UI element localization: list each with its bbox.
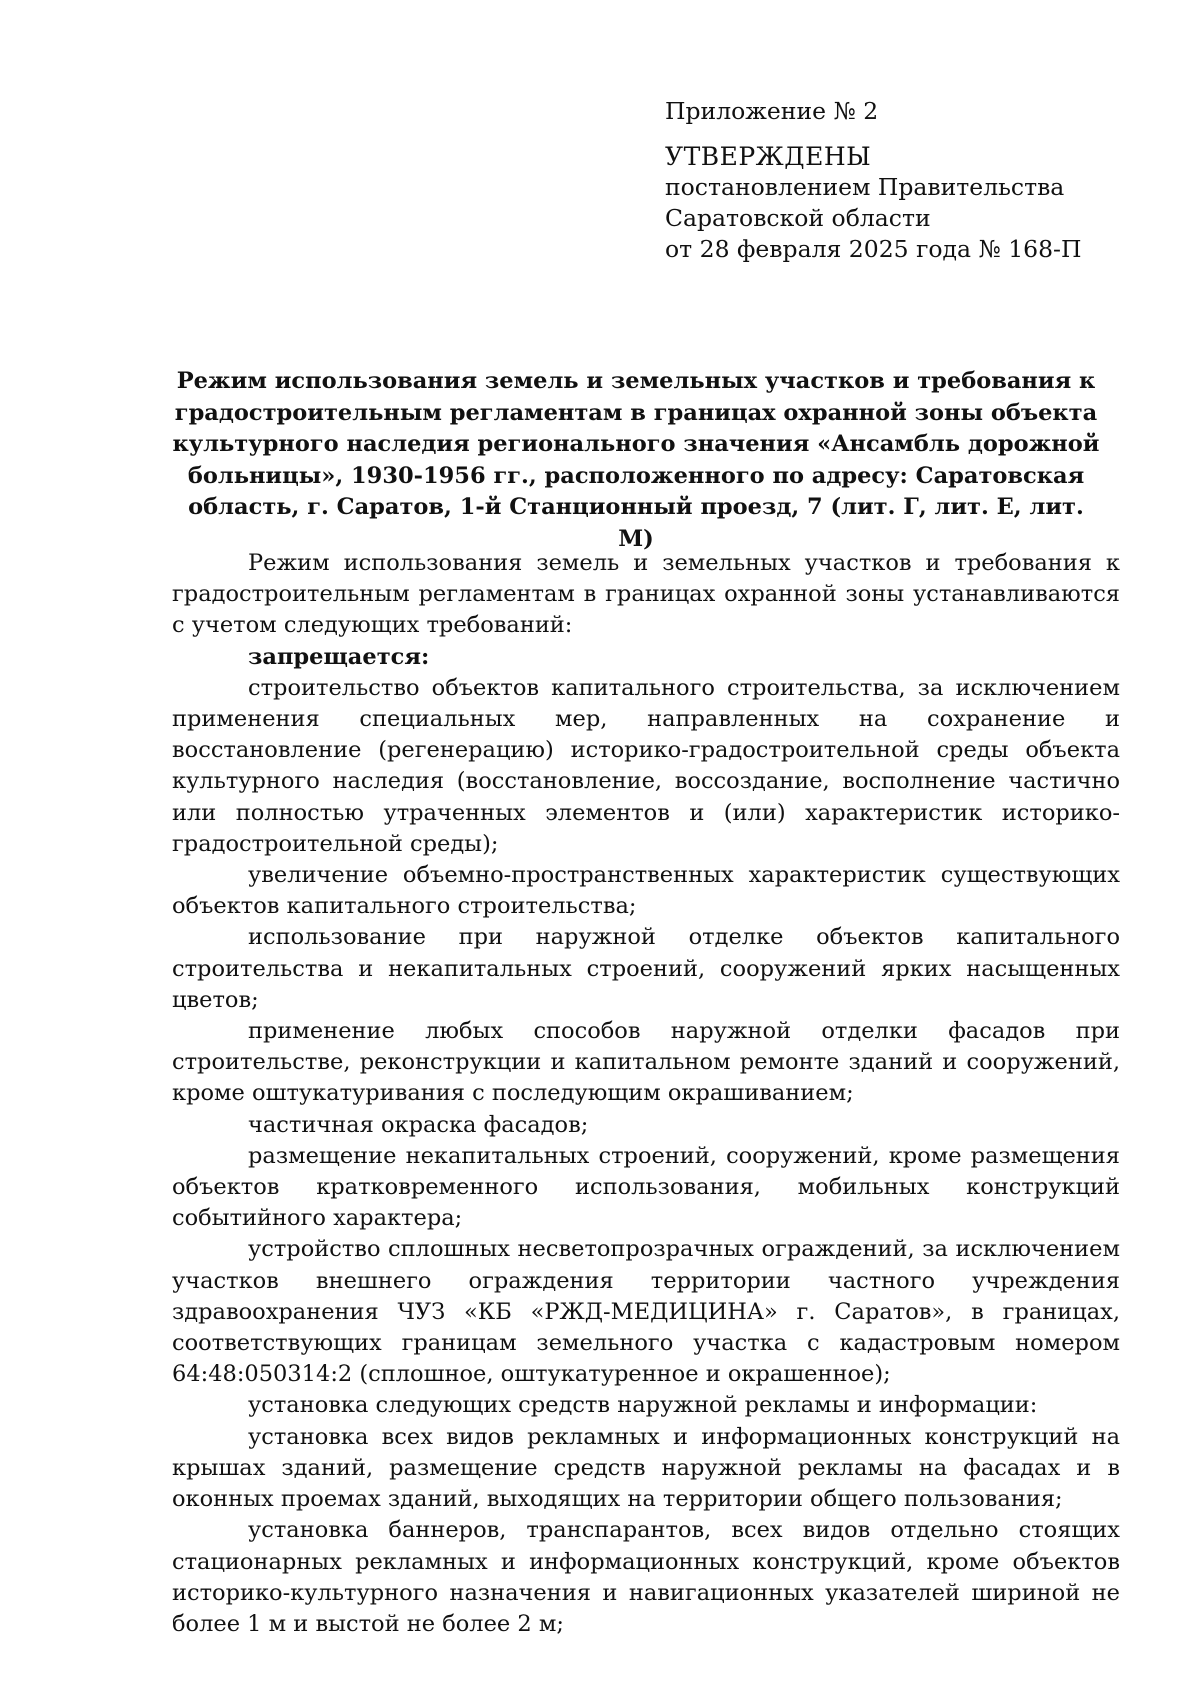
list-item: установка следующих средств наружной рекламы и информации: xyxy=(248,1392,1038,1419)
approval-line-2: Саратовской области xyxy=(665,204,931,232)
list-item: увеличение объемно-пространственных характеристик существующих объектов капитального строительства; xyxy=(172,862,1120,920)
approval-line-1: постановлением Правительства xyxy=(665,173,1065,201)
list-item: устройство сплошных несветопрозрачных ограждений, за исключением участков внешнего ограждения территории частного учреждения здравоохранения ЧУЗ «КБ «РЖД-МЕДИЦИНА» г. Саратов», в границах, соответствующих границам земельного участка с кадастровым номером 64:48:050314:2 (сплошное, оштукатуренное и окрашенное); xyxy=(172,1236,1120,1388)
list-item: размещение некапитальных строений, сооружений, кроме размещения объектов кратковременного использования, мобильных конструкций событийного характера; xyxy=(172,1142,1120,1232)
list-item: установка всех видов рекламных и информационных конструкций на крышах зданий, размещение средств наружной рекламы на фасадах и в оконных проемах зданий, выходящих на территории общего пользования; xyxy=(172,1423,1120,1513)
appendix-number: Приложение № 2 xyxy=(665,97,879,125)
list-item: частичная окраска фасадов; xyxy=(248,1111,589,1138)
document-body xyxy=(172,548,1120,1640)
document-title: Режим использования земель и земельных участков и требования к градостроительным регламентам в границах охранной зоны объекта культурного наследия регионального значения «Ансамбль дорожной больницы», 1930-1956 гг., расположенного по адресу: Саратовская область, г. Саратов, 1-й Станционный проезд, 7 (лит. Г, лит. Е, лит. М) xyxy=(172,368,1100,552)
approved-heading: УТВЕРЖДЕНЫ xyxy=(665,142,872,171)
list-item: установка баннеров, транспарантов, всех видов отдельно стоящих стационарных рекламных и информационных конструкций, кроме объектов историко-культурного назначения и навигационных указателей шириной не более 1 м и выстой не более 2 м; xyxy=(172,1517,1120,1637)
list-item: строительство объектов капитального строительства, за исключением применения специальных мер, направленных на сохранение и восстановление (регенерацию) историко-градостроительной среды объекта культурного наследия (восстановление, воссоздание, восполнение частично или полностью утраченных элементов и (или) характеристик историко-градостроительной среды); xyxy=(172,674,1120,857)
list-item: применение любых способов наружной отделки фасадов при строительстве, реконструкции и капитальном ремонте зданий и сооружений, кроме оштукатуривания с последующим окрашиванием; xyxy=(172,1018,1120,1107)
approval-block xyxy=(665,96,1165,265)
list-item: использование при наружной отделке объектов капитального строительства и некапитальных строений, сооружений ярких насыщенных цветов; xyxy=(172,924,1120,1013)
intro-paragraph: Режим использования земель и земельных участков и требования к градостроительным регламентам в границах охранной зоны устанавливаются с учетом следующих требований: xyxy=(172,550,1120,639)
approval-line-3: от 28 февраля 2025 года № 168-П xyxy=(665,235,1082,263)
prohibited-heading: запрещается: xyxy=(248,643,430,670)
